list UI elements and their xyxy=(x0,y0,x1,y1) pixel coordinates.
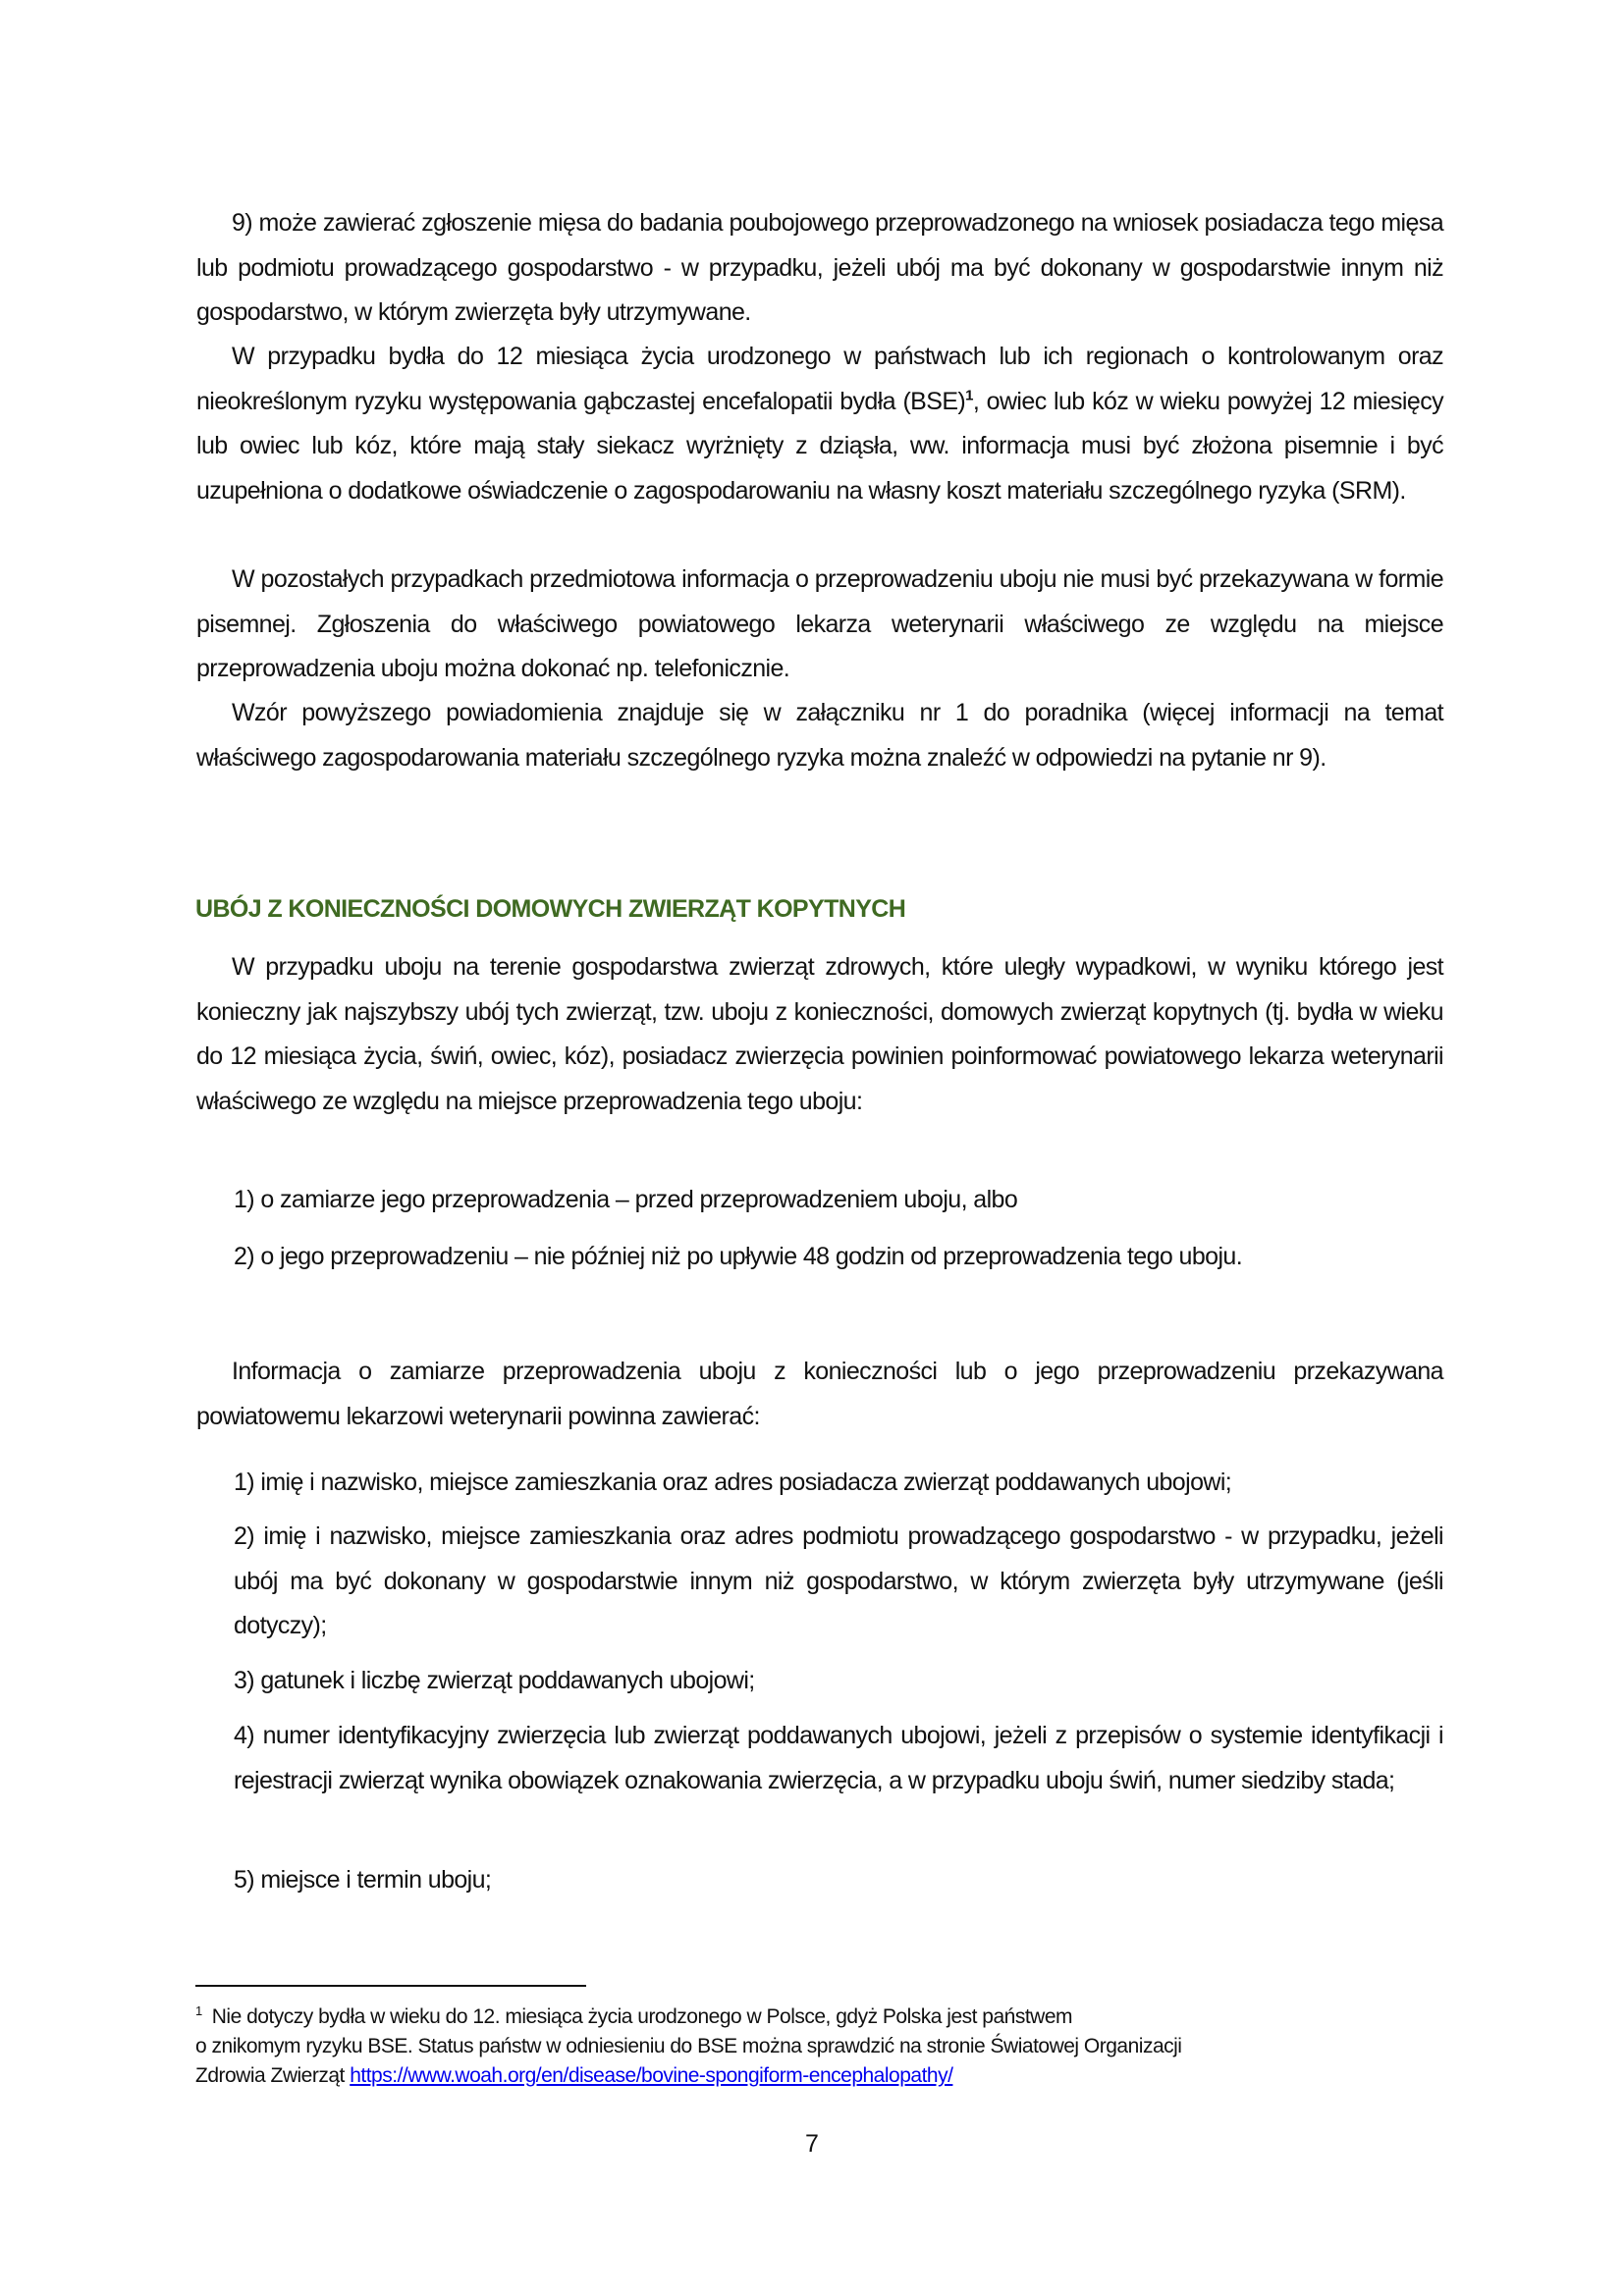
bse-text-part1: W przypadku bydła do 12 miesiąca życia urodzonego w państwach lub ich regionach o kontrolowanym oraz nieokreślonym ryzyku występowania gąbczastej encefalopatii bydła (BSE) xyxy=(196,343,1443,415)
bse-text-part2: , owiec lub kóz w wieku powyżej 12 miesięcy lub owiec lub kóz, które mają stały siekacz wyrżnięty z dziąsła, ww. informacja musi być złożona pisemnie i być uzupełniona o dodatkowe oświadczenie o zagospodarowaniu na własny koszt materiału szczególnego ryzyka (SRM). xyxy=(196,387,1443,505)
woah-bse-link[interactable]: https://www.woah.org/en/disease/bovine-spongiform-encephalopathy/ xyxy=(350,2064,953,2087)
content-item-5: 5) miejsce i termin uboju; xyxy=(234,1866,492,1894)
content-item-2 xyxy=(234,1515,1443,1649)
content-item-4: 4) numer identyfikacyjny zwierzęcia lub zwierząt poddawanych ubojowi, jeżeli z przepisów o systemie identyfikacji i rejestracji zwierząt wynika obowiązek oznakowania zwierzęcia, a w przypadku uboju świń, numer siedziby stada; xyxy=(234,1722,1443,1794)
paragraph-info-intro: Informacja o zamiarze przeprowadzenia uboju z konieczności lub o jego przeprowadzeniu przekazywana powiatowemu lekarzowi weterynarii powinna zawierać: xyxy=(196,1358,1443,1430)
footnote-line-2: o znikomym ryzyku BSE. Status państw w odniesieniu do BSE można sprawdzić na stronie Światowej Organizacji xyxy=(195,2035,1182,2057)
section-heading: UBÓJ Z KONIECZNOŚCI DOMOWYCH ZWIERZĄT KOPYTNYCH xyxy=(195,895,906,923)
footnote-marker: 1 xyxy=(195,2003,202,2018)
footnote xyxy=(195,2002,1452,2091)
content-item-3: 3) gatunek i liczbę zwierząt poddawanych ubojowi; xyxy=(234,1667,755,1694)
footnote-text-3: Zdrowia Zwierząt xyxy=(195,2064,351,2087)
footnote-line-1 xyxy=(195,2002,1452,2032)
paragraph-section-intro: W przypadku uboju na terenie gospodarstwa zwierząt zdrowych, które uległy wypadkowi, w wyniku którego jest konieczny jak najszybszy ubój tych zwierząt, tzw. uboju z konieczności, domowych zwierząt kopytnych (tj. bydła w wieku do 12 miesiąca życia, świń, owiec, kóz), posiadacz zwierzęcia powinien poinformować powiatowego lekarza weterynarii właściwego ze względu na miejsce przeprowadzenia tego uboju: xyxy=(196,953,1443,1115)
paragraph-template-info: Wzór powyższego powiadomienia znajduje się w załączniku nr 1 do poradnika (więcej informacji na temat właściwego zagospodarowania materiału szczególnego ryzyka można znaleźć w odpowiedzi na pytanie nr 9). xyxy=(196,699,1443,772)
timing-item-1: 1) o zamiarze jego przeprowadzenia – przed przeprowadzeniem uboju, albo xyxy=(234,1186,1018,1213)
footnote-reference[interactable]: 1 xyxy=(965,387,973,404)
footnote-line-3 xyxy=(195,2061,1452,2091)
footnote-text-1: Nie dotyczy bydła w wieku do 12. miesiąca życia urodzonego w Polsce, gdyż Polska jest państwem xyxy=(211,2005,1073,2028)
timing-item-2: 2) o jego przeprowadzeniu – nie później niż po upływie 48 godzin od przeprowadzenia tego uboju. xyxy=(234,1243,1243,1270)
paragraph-item-9: 9) może zawierać zgłoszenie mięsa do badania poubojowego przeprowadzonego na wniosek posiadacza tego mięsa lub podmiotu prowadzącego gospodarstwo - w przypadku, jeżeli ubój ma być dokonany w gospodarstwie innym niż gospodarstwo, w którym zwierzęta były utrzymywane. xyxy=(196,209,1443,326)
content-item-2-text: 2) imię i nazwisko, miejsce zamieszkania oraz adres podmiotu prowadzącego gospodarstwo - w przypadku, jeżeli ubój ma być dokonany w gospodarstwie innym niż gospodarstwo, w którym zwierzęta były utrzymywane (jeśli dotyczy); xyxy=(234,1522,1443,1639)
paragraph-other-cases: W pozostałych przypadkach przedmiotowa informacja o przeprowadzeniu uboju nie musi być przekazywana w formie pisemnej. Zgłoszenia do właściwego powiatowego lekarza weterynarii właściwego ze względu na miejsce przeprowadzenia uboju można dokonać np. telefonicznie. xyxy=(196,565,1443,682)
page-number: 7 xyxy=(805,2130,819,2158)
content-item-1: 1) imię i nazwisko, miejsce zamieszkania oraz adres posiadacza zwierząt poddawanych ubojowi; xyxy=(234,1468,1232,1496)
footnote-separator xyxy=(195,1985,586,1987)
paragraph-bse xyxy=(196,335,1443,513)
